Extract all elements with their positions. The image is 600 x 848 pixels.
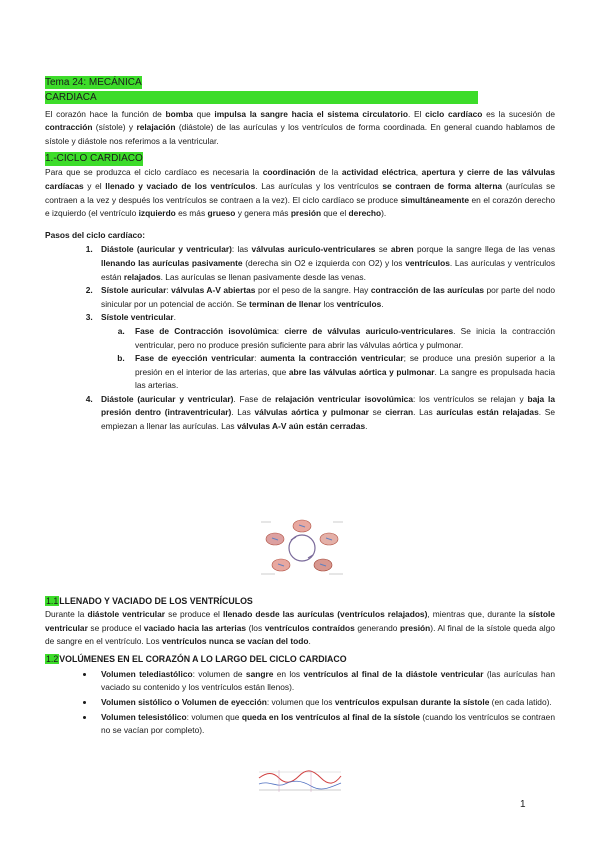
step-item: 1. Diástole (auricular y ventricular): las válvulas auriculo-ventriculares se abren porque la sangre llega de las venas llenando las aurículas pasivamente (derecha sin O2 e izquierda con O2) y los ventrículos. Las aurículas y ventrículos están relajados. Las aurículas se llenan pasivamente desde las venas. (95, 243, 555, 284)
document-page-lower (45, 585, 555, 739)
substep-item: a. Fase de Contracción isovolúmica: cierre de válvulas auriculo-ventriculares. Se inicia la contracción ventricular, pero no produce presión suficiente para abrir las válvulas aórtica y pulmonar. (127, 325, 555, 352)
cardiac-cycle-diagram (261, 517, 343, 577)
doc-title-line1: Tema 24: MECÁNICA (45, 77, 142, 88)
section1-paragraph: Para que se produzca el ciclo cardíaco es necesaria la coordinación de la actividad eléctrica, apertura y cierre de las válvulas cardíacas y el llenado y vaciado de los ventrículos. Las aurículas y los ventrículos se contraen de forma alterna (aurículas se contraen a la vez y después los ventrículos se contraen a la vez). El ciclo cardíaco se produce simultáneamente en el corazón derecho e izquierdo (el ventrículo izquierdo es más grueso y genera más presión que el derecho). (45, 167, 556, 219)
steps-title: Pasos del ciclo cardíaco: (45, 229, 146, 240)
volume-item: • Volumen sistólico o Volumen de eyección: volumen que los ventrículos expulsan durante la sístole (en cada latido). (95, 696, 555, 710)
volume-curve-chart (255, 768, 345, 794)
volume-item: • Volumen telesistólico: volumen que queda en los ventrículos al final de la sístole (cuando los ventrículos se contraen no se vacían por completo). (95, 711, 555, 738)
step-item: 2. Sístole auricular: válvulas A-V abiertas por el peso de la sangre. Hay contracción de las aurículas por parte del nodo sinicular por un potencial de acción. Se terminan de llenar los ventrículos. (95, 284, 555, 311)
page-number: 1 (520, 799, 526, 810)
step-item: 4. Diástole (auricular y ventricular). Fase de relajación ventricular isovolúmica: los ventrículos se relajan y baja la presión dentro (intraventricular). Las válvulas aórtica y pulmonar se cierran. Las aurículas están relajadas. Se empiezan a llenar las aurículas. Las válvulas A-V aún están cerradas. (95, 393, 555, 434)
doc-title-line2: CARDIACA (45, 91, 478, 104)
volumes-list (45, 668, 555, 738)
substep-item: b. Fase de eyección ventricular: aumenta la contracción ventricular; se produce una presión superior a la presión en el interior de las arterias, que abre las válvulas aórtica y pulmonar. La sangre es propulsada hacia las arterias. (127, 352, 555, 393)
subsection-heading-llenado: 1.1LLENADO Y VACIADO DE LOS VENTRÍCULOS (46, 596, 253, 606)
step-item: 3. Sístole ventricular. a. Fase de Contracción isovolúmica: cierre de válvulas auriculo-ventriculares. Se inicia la contracción ventricular, pero no produce presión suficiente para abrir las válvulas aórtica y pulmonar. b. Fase de eyección ventricular: aumenta la contracción ventricular; se produce una presión superior a la presión en el interior de las arterias, que abre las válvulas aórtica y pulmonar. La sangre es propulsada hacia las arterias. (95, 311, 555, 393)
intro-paragraph: El corazón hace la función de bomba que impulsa la sangre hacia el sistema circulatorio. El ciclo cardíaco es la sucesión de contracción (sístole) y relajación (diástole) de las aurículas y los ventrículos de forma coordinada. En general cuando hablamos de sístole y diástole nos referimos a la ventricular. (45, 108, 556, 146)
steps-list (45, 243, 555, 433)
volume-item: • Volumen telediastólico: volumen de sangre en los ventrículos al final de la diástole ventricular (las aurículas han vaciado su contenido y los ventrículos están llenos). (95, 668, 555, 695)
document-page (45, 76, 555, 434)
substeps-list (101, 325, 555, 393)
section-heading-ciclo: 1.-CICLO CARDIACO (45, 153, 143, 165)
section11-paragraph: Durante la diástole ventricular se produce el llenado desde las aurículas (ventrículos relajados), mientras que, durante la sístole ventricular se produce el vaciado hacia las arterias (los ventrículos contraídos generando presión). Al final de la sístole queda algo de sangre en el ventrículo. Los ventrículos nunca se vacían del todo. (45, 609, 556, 647)
subsection-heading-volumenes: 1.2VOLÚMENES EN EL CORAZÓN A LO LARGO DEL CICLO CARDIACO (46, 653, 347, 664)
